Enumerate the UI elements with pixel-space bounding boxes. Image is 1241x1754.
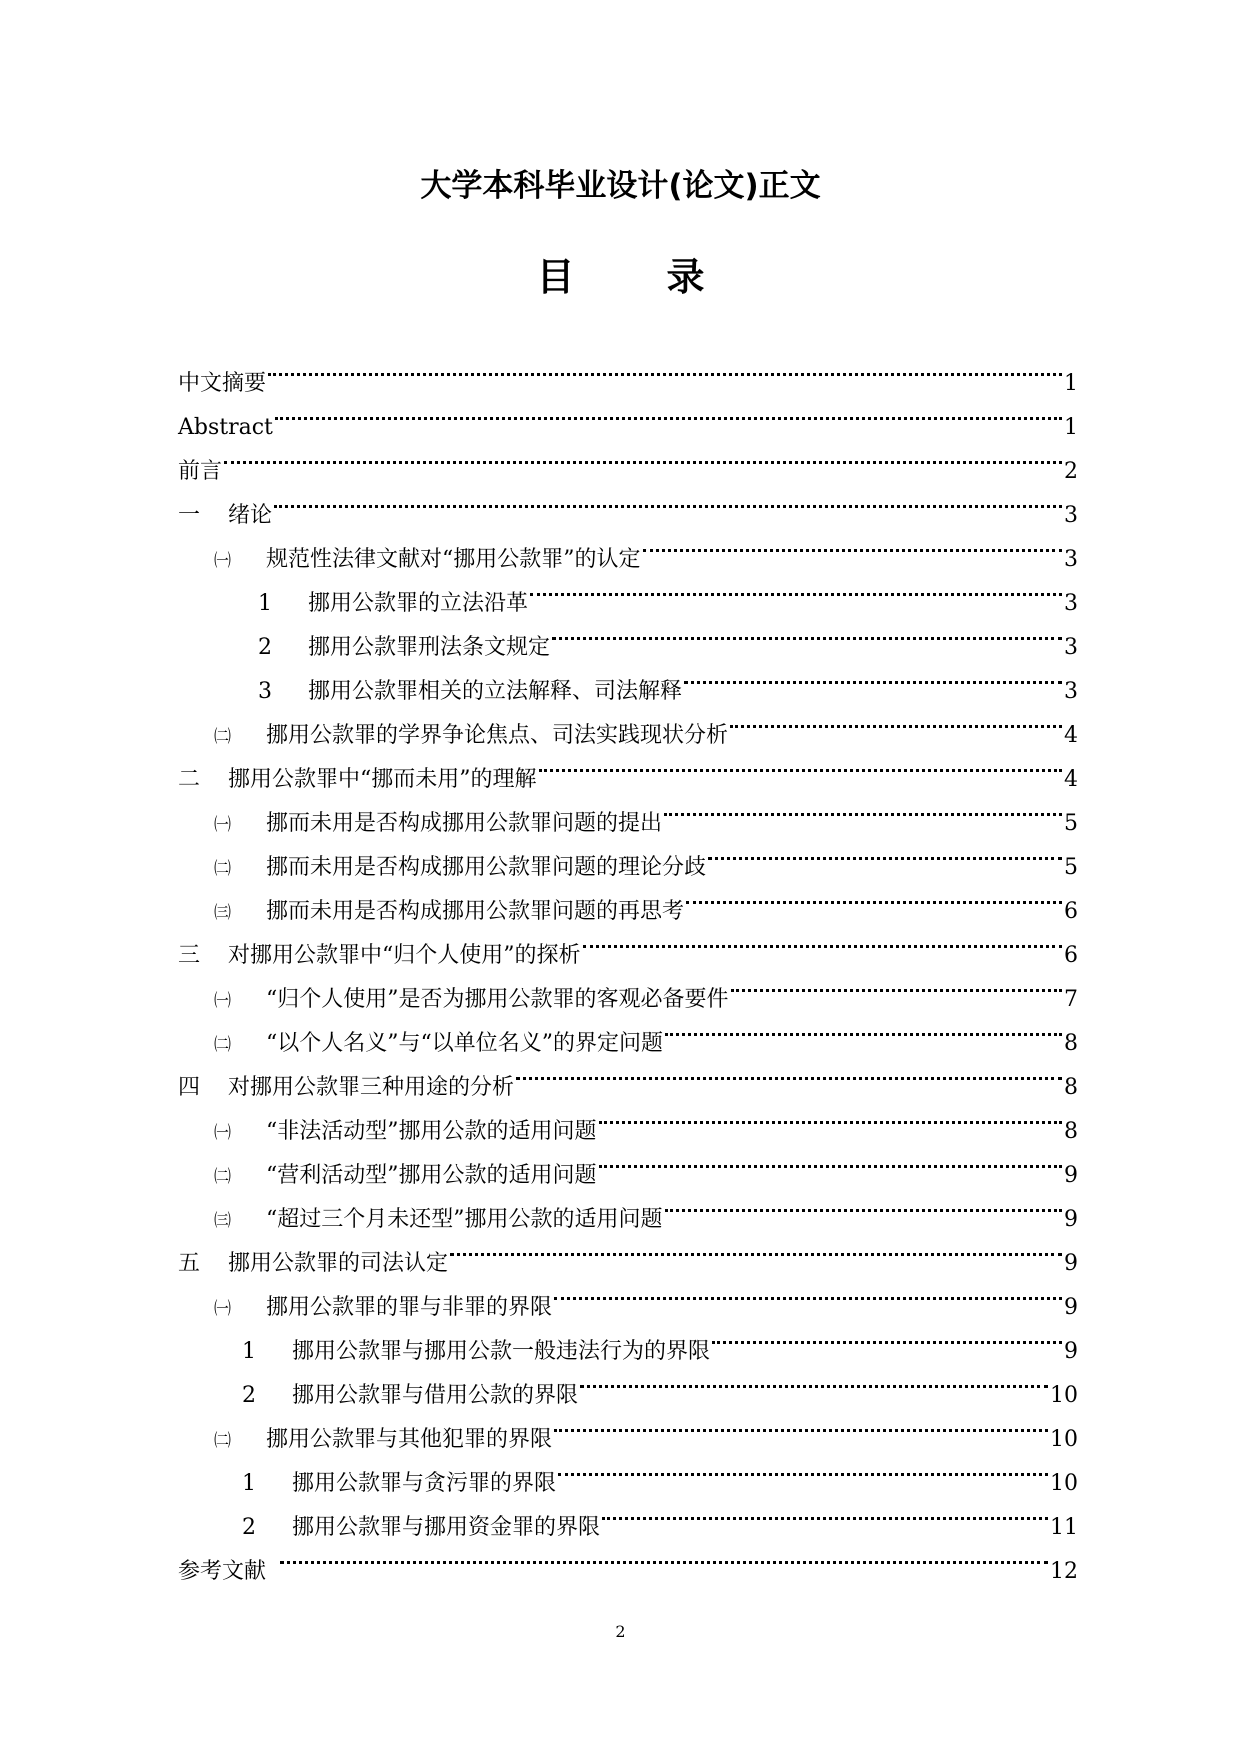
toc-entry-number: ㈠ — [214, 1299, 231, 1319]
toc-entry-text: 挪用公款罪与挪用公款一般违法行为的界限 — [292, 1339, 711, 1364]
toc-entry-number: ㈡ — [214, 1167, 231, 1187]
toc-entry-page: 10 — [1050, 1471, 1078, 1496]
toc-entry-page: 8 — [1064, 1075, 1078, 1100]
toc-entry-number: 二 — [178, 767, 201, 792]
toc-entry-text: 参考文献 — [178, 1559, 267, 1584]
toc-entry-text: 挪用公款罪的学界争论焦点、司法实践现状分析 — [266, 723, 729, 748]
toc-leader — [686, 874, 1062, 918]
toc-entry-number: ㈡ — [214, 1035, 231, 1055]
toc-entry-text: 挪用公款罪中“挪而未用”的理解 — [228, 767, 537, 792]
toc-entry-text: 挪用公款罪的司法认定 — [228, 1251, 449, 1276]
toc-entry-page: 3 — [1064, 503, 1078, 528]
toc-entry-page: 8 — [1064, 1119, 1078, 1144]
toc-entry-text: 绪论 — [228, 503, 273, 528]
toc-entry-number: ㈡ — [214, 727, 231, 747]
toc-entry-number: 2 — [242, 1383, 256, 1408]
toc-entry-number: 3 — [258, 679, 272, 704]
toc-entry-number: 三 — [178, 943, 201, 968]
toc-entry-page: 3 — [1064, 547, 1078, 572]
toc-entry-text: 挪用公款罪与其他犯罪的界限 — [266, 1427, 553, 1452]
toc-entry-page: 9 — [1064, 1163, 1078, 1188]
toc-leader — [599, 1094, 1063, 1138]
toc-leader — [224, 434, 1062, 478]
toc-leader — [665, 1182, 1063, 1226]
toc-entry[interactable] — [178, 1534, 1078, 1584]
toc-leader — [558, 1446, 1048, 1490]
toc-entry-text: “营利活动型”挪用公款的适用问题 — [266, 1163, 597, 1188]
toc-heading-char-1: 目 — [536, 255, 575, 299]
toc-leader — [280, 1534, 1048, 1578]
toc-entry-text: 挪而未用是否构成挪用公款罪问题的理论分歧 — [266, 855, 707, 880]
toc-entry-number: ㈠ — [214, 815, 231, 835]
toc-entry-text: 挪用公款罪与借用公款的界限 — [292, 1383, 579, 1408]
toc-entry-number: 一 — [178, 503, 201, 528]
toc-leader — [580, 1358, 1048, 1402]
toc-entry-number: 1 — [242, 1471, 256, 1496]
toc-entry[interactable] — [178, 522, 1078, 572]
toc-entry-page: 5 — [1064, 855, 1078, 880]
toc-entry-page: 1 — [1064, 371, 1078, 396]
toc-entry-page: 4 — [1064, 723, 1078, 748]
toc-leader — [450, 1226, 1062, 1270]
toc-entry-page: 3 — [1064, 591, 1078, 616]
toc-entry-number: 2 — [242, 1515, 256, 1540]
toc-entry-page: 4 — [1064, 767, 1078, 792]
toc-entry-number: ㈡ — [214, 859, 231, 879]
toc-leader — [274, 478, 1062, 522]
toc-heading-char-2: 录 — [666, 255, 705, 299]
toc-entry[interactable] — [178, 390, 1078, 440]
toc-entry-number: 四 — [178, 1075, 201, 1100]
toc-entry-text: 对挪用公款罪中“归个人使用”的探析 — [228, 943, 581, 968]
toc-entry-text: 挪用公款罪与贪污罪的界限 — [292, 1471, 557, 1496]
toc-entry-text: 挪而未用是否构成挪用公款罪问题的提出 — [266, 811, 663, 836]
toc-heading — [0, 252, 1241, 302]
toc-leader — [539, 742, 1063, 786]
table-of-contents — [178, 346, 1078, 1584]
toc-entry-text: 挪用公款罪的罪与非罪的界限 — [266, 1295, 553, 1320]
toc-entry-number: ㈡ — [214, 1431, 231, 1451]
page-number: 2 — [615, 1622, 626, 1641]
toc-entry-number: 1 — [258, 591, 272, 616]
toc-entry-text: 挪用公款罪刑法条文规定 — [308, 635, 551, 660]
toc-entry-text: 对挪用公款罪三种用途的分析 — [228, 1075, 515, 1100]
toc-leader — [712, 1314, 1062, 1358]
toc-entry-page: 3 — [1064, 679, 1078, 704]
toc-entry-number: 1 — [242, 1339, 256, 1364]
toc-entry-number: 2 — [258, 635, 272, 660]
toc-entry-text: 规范性法律文献对“挪用公款罪”的认定 — [266, 547, 641, 572]
toc-entry-page: 12 — [1050, 1559, 1078, 1584]
toc-entry-text: “以个人名义”与“以单位名义”的界定问题 — [266, 1031, 663, 1056]
toc-leader — [516, 1050, 1062, 1094]
toc-entry-number: ㈠ — [214, 1123, 231, 1143]
toc-entry-page: 6 — [1064, 943, 1078, 968]
toc-leader — [730, 698, 1062, 742]
toc-entry-page: 5 — [1064, 811, 1078, 836]
toc-entry-text: 中文摘要 — [178, 371, 267, 396]
toc-entry-page: 6 — [1064, 899, 1078, 924]
toc-leader — [554, 1270, 1062, 1314]
toc-entry[interactable] — [178, 434, 1078, 484]
toc-entry-page: 3 — [1064, 635, 1078, 660]
toc-leader — [664, 786, 1062, 830]
toc-entry-text: 挪而未用是否构成挪用公款罪问题的再思考 — [266, 899, 685, 924]
toc-entry-text: “归个人使用”是否为挪用公款罪的客观必备要件 — [266, 987, 729, 1012]
toc-entry-number: ㈠ — [214, 991, 231, 1011]
toc-entry-page: 11 — [1050, 1515, 1078, 1540]
toc-entry-number: ㈢ — [214, 1211, 231, 1231]
toc-entry-number: ㈠ — [214, 551, 231, 571]
toc-leader — [583, 918, 1063, 962]
toc-entry-page: 8 — [1064, 1031, 1078, 1056]
toc-entry-page: 9 — [1064, 1295, 1078, 1320]
toc-entry-page: 9 — [1064, 1251, 1078, 1276]
toc-entry-number: 五 — [178, 1251, 201, 1276]
toc-entry-text: Abstract — [178, 415, 273, 440]
toc-leader — [708, 830, 1062, 874]
toc-entry-page: 9 — [1064, 1207, 1078, 1232]
toc-leader — [530, 566, 1062, 610]
toc-leader — [275, 390, 1062, 434]
toc-leader — [731, 962, 1063, 1006]
toc-entry-text: 挪用公款罪相关的立法解释、司法解释 — [308, 679, 683, 704]
toc-leader — [684, 654, 1062, 698]
document-header-title: 大学本科毕业设计(论文)正文 — [420, 168, 821, 204]
toc-leader — [665, 1006, 1062, 1050]
toc-entry-page: 10 — [1050, 1427, 1078, 1452]
toc-entry[interactable] — [178, 478, 1078, 528]
toc-leader — [643, 522, 1063, 566]
toc-leader — [554, 1402, 1048, 1446]
toc-entry-page: 7 — [1064, 987, 1078, 1012]
toc-entry[interactable] — [178, 346, 1078, 396]
toc-entry-text: “非法活动型”挪用公款的适用问题 — [266, 1119, 597, 1144]
toc-leader — [602, 1490, 1048, 1534]
toc-entry-page: 9 — [1064, 1339, 1078, 1364]
toc-leader — [268, 346, 1062, 390]
toc-entry-text: 前言 — [178, 459, 223, 484]
toc-leader — [599, 1138, 1063, 1182]
toc-entry-number: ㈢ — [214, 903, 231, 923]
toc-entry-text: 挪用公款罪与挪用资金罪的界限 — [292, 1515, 601, 1540]
toc-leader — [552, 610, 1062, 654]
toc-entry-text: 挪用公款罪的立法沿革 — [308, 591, 529, 616]
toc-entry-page: 2 — [1064, 459, 1078, 484]
toc-entry-page: 1 — [1064, 415, 1078, 440]
toc-entry-text: “超过三个月未还型”挪用公款的适用问题 — [266, 1207, 663, 1232]
toc-entry-page: 10 — [1050, 1383, 1078, 1408]
